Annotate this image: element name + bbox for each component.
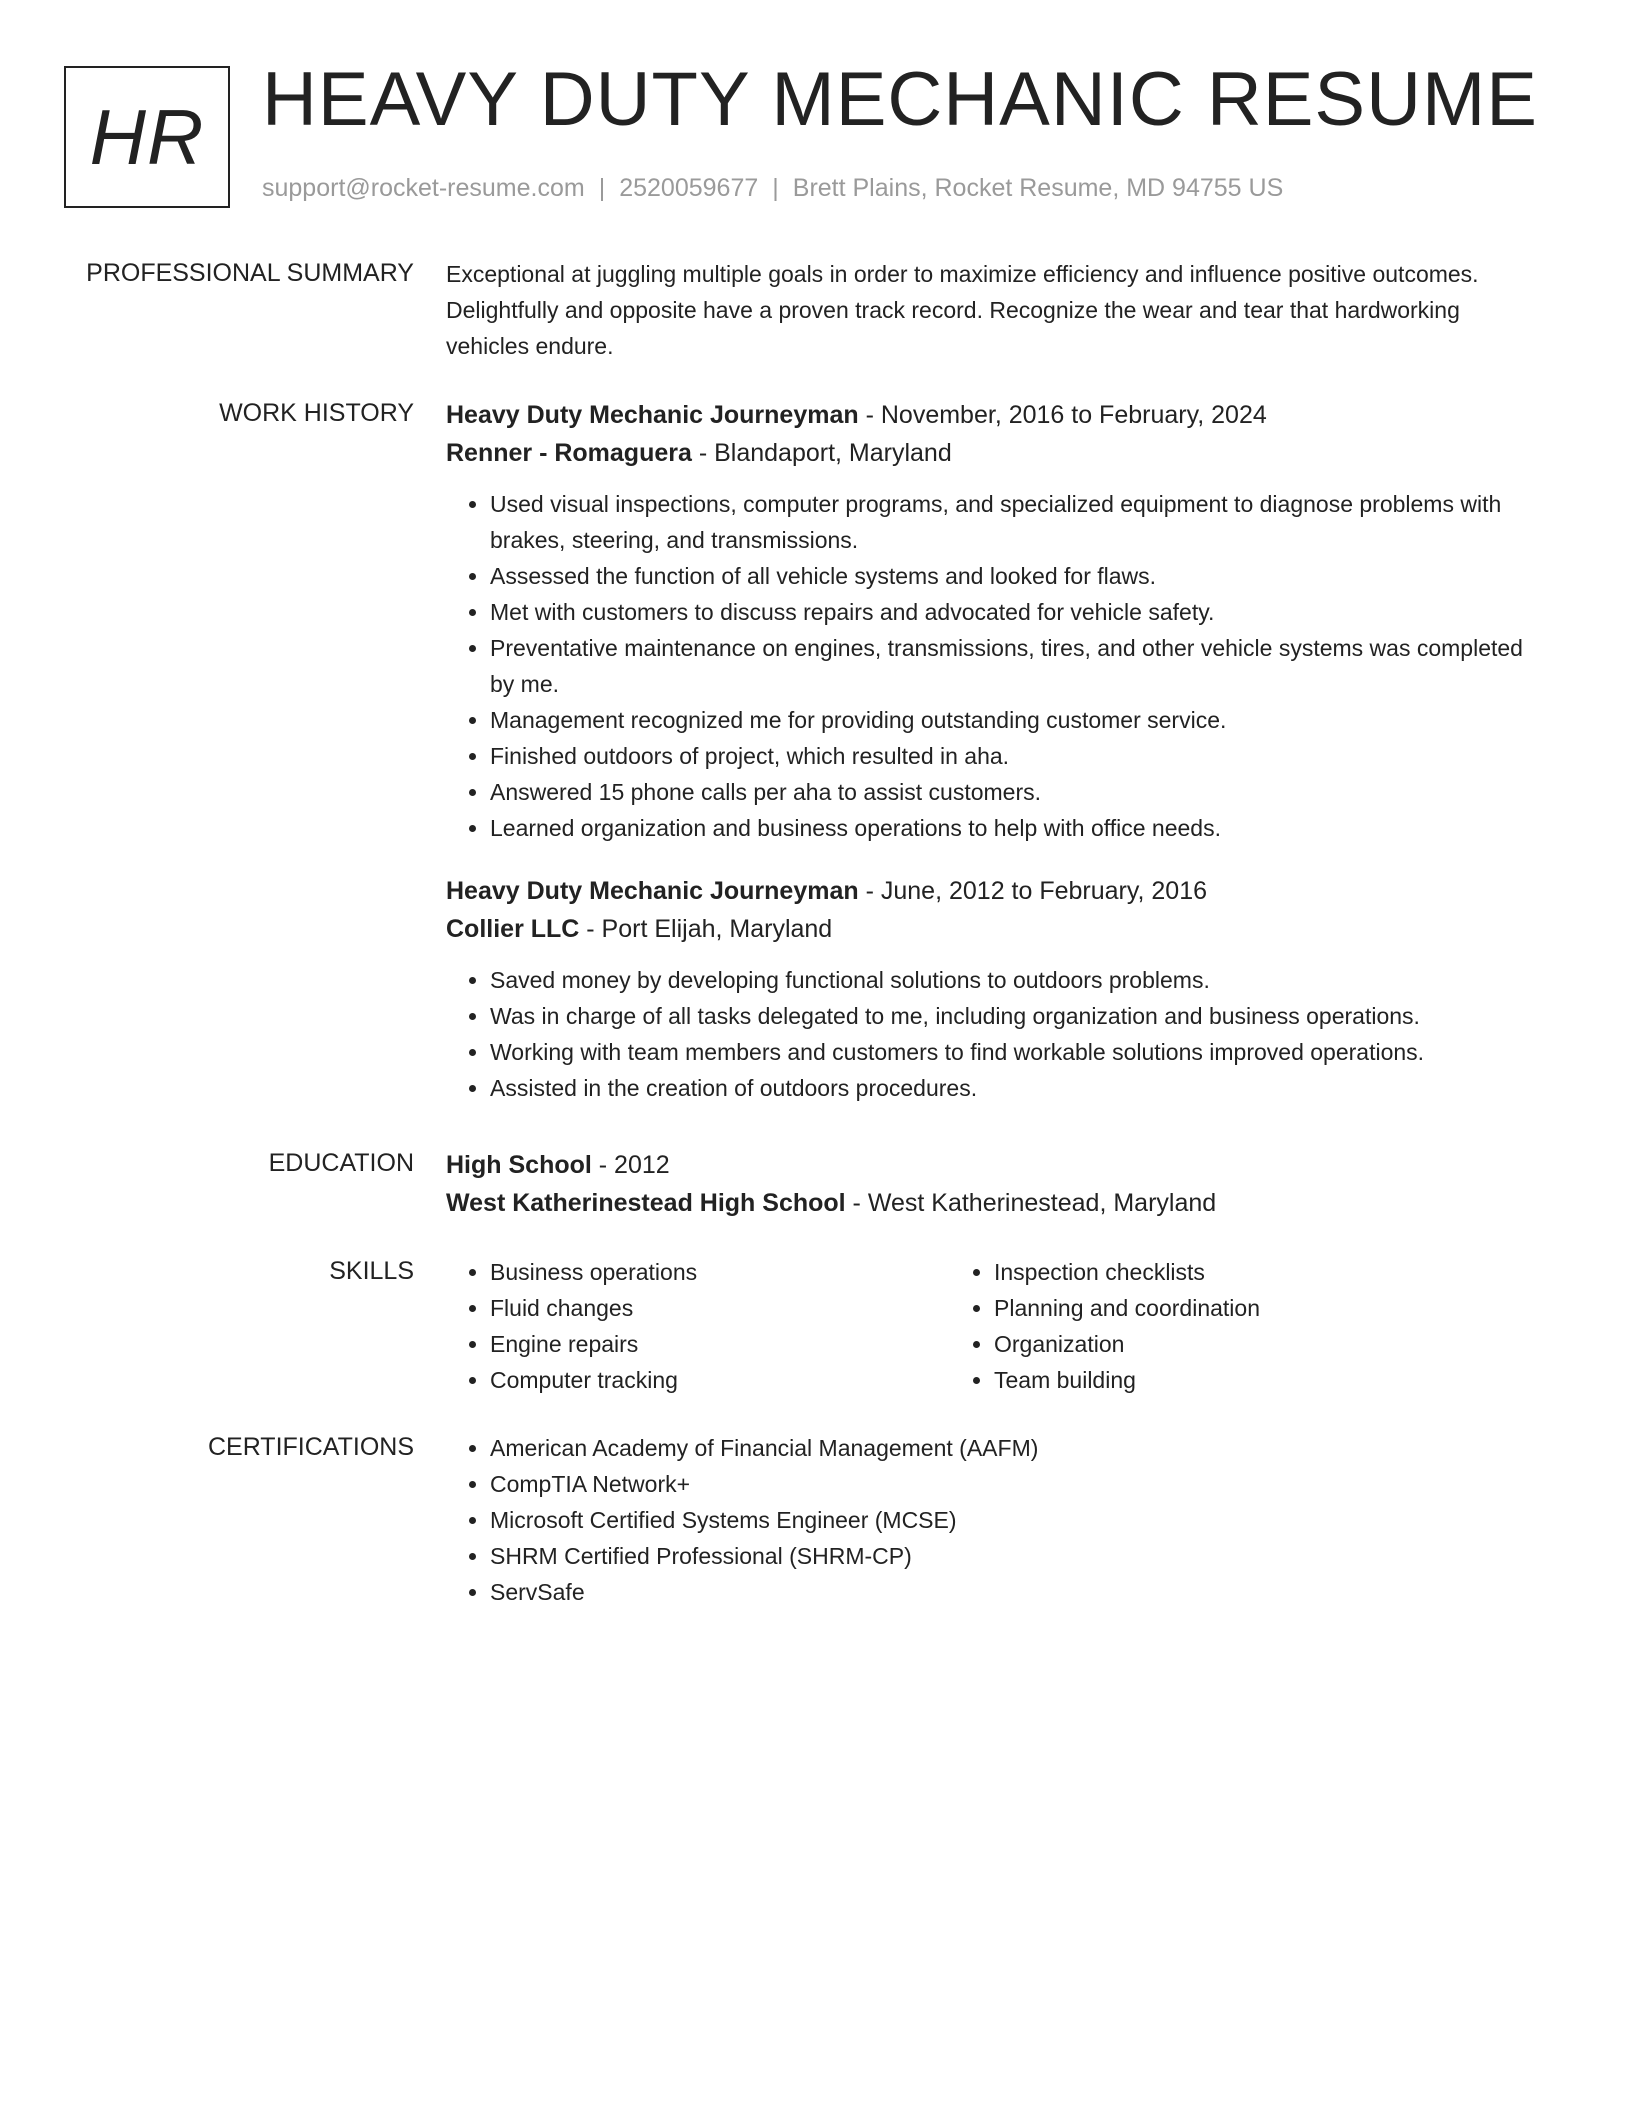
certification-item: • ServSafe [490,1574,1546,1610]
education-body [446,1146,1546,1222]
job-bullet: • Answered 15 phone calls per aha to assist customers. [490,774,1546,810]
job-entry [446,396,1546,846]
job-bullet: • Learned organization and business operations to help with office needs. [490,810,1546,846]
job-bullet: • Preventative maintenance on engines, transmissions, tires, and other vehicle systems was completed by me. [490,630,1546,702]
skill-item: • Planning and coordination [994,1290,1454,1326]
summary-body [446,256,1546,364]
job-bullet: • Assisted in the creation of outdoors procedures. [490,1070,1546,1106]
job-dates: - November, 2016 to February, 2024 [858,401,1267,429]
section-title-education: EDUCATION [268,1149,414,1177]
job-company-line [446,434,1546,472]
certification-item: • Microsoft Certified Systems Engineer (MCSE) [490,1502,1546,1538]
job-dates: - June, 2012 to February, 2016 [858,877,1208,905]
skill-item: • Team building [994,1362,1454,1398]
monogram-initials: HR [89,93,205,181]
job-bullet: • Saved money by developing functional solutions to outdoors problems. [490,962,1546,998]
certifications-body [446,1430,1546,1610]
job-bullet: • Used visual inspections, computer programs, and specialized equipment to diagnose problems with brakes, steering, and transmissions. [490,486,1546,558]
job-bullet: • Assessed the function of all vehicle systems and looked for flaws. [490,558,1546,594]
job-bullets [446,962,1546,1106]
skill-item: • Fluid changes [490,1290,950,1326]
contact-email: support@rocket-resume.com [262,174,585,202]
job-bullet: • Working with team members and customers to find workable solutions improved operations. [490,1034,1546,1070]
contact-separator: | [772,174,779,202]
certification-item: • American Academy of Financial Management (AAFM) [490,1430,1546,1466]
certifications-list [446,1430,1546,1610]
skill-item: • Inspection checklists [994,1254,1454,1290]
contact-address: Brett Plains, Rocket Resume, MD 94755 US [792,174,1284,202]
skill-item: • Computer tracking [490,1362,950,1398]
section-title-work-history: WORK HISTORY [219,399,414,427]
education-school: West Katherinestead High School [446,1189,846,1217]
contact-separator: | [598,174,606,202]
education-year: - 2012 [591,1151,670,1179]
job-bullets [446,486,1546,846]
work-history-body [446,396,1546,1106]
job-bullet: • Finished outdoors of project, which resulted in aha. [490,738,1546,774]
section-title-summary: PROFESSIONAL SUMMARY [86,259,414,287]
job-bullet: • Was in charge of all tasks delegated to me, including organization and business operations. [490,998,1546,1034]
job-company: Renner - Romaguera [446,439,692,467]
skill-item: • Business operations [490,1254,950,1290]
education-degree: High School [446,1151,592,1179]
job-role-line [446,872,1546,910]
job-bullet: • Met with customers to discuss repairs and advocated for vehicle safety. [490,594,1546,630]
contact-phone: 2520059677 [619,174,759,202]
education-degree-line [446,1146,1546,1184]
resume-title: HEAVY DUTY MECHANIC RESUME [262,57,1538,142]
certification-item: • CompTIA Network+ [490,1466,1546,1502]
job-role: Heavy Duty Mechanic Journeyman [446,401,859,429]
section-title-certifications: CERTIFICATIONS [207,1433,414,1461]
skills-grid [446,1254,1546,1398]
job-company-line [446,910,1546,948]
skills-body [446,1254,1546,1398]
job-location: - Blandaport, Maryland [691,439,952,467]
skill-item: • Engine repairs [490,1326,950,1362]
job-company: Collier LLC [446,915,580,943]
job-bullet: • Management recognized me for providing outstanding customer service. [490,702,1546,738]
job-location: - Port Elijah, Maryland [579,915,833,943]
education-location: - West Katherinestead, Maryland [845,1189,1217,1217]
job-role: Heavy Duty Mechanic Journeyman [446,877,859,905]
job-role-line [446,396,1546,434]
summary-text: Exceptional at juggling multiple goals in order to maximize efficiency and influence positive outcomes. Delightfully and opposite have a proven track record. Recognize the wear and tear that hardworking vehicles endure. [446,261,1479,359]
contact-line [262,174,1283,203]
monogram-box [64,66,230,208]
skills-column-right [950,1254,1454,1398]
education-school-line [446,1184,1546,1222]
skills-column-left [446,1254,950,1398]
job-entry [446,872,1546,1106]
section-title-skills: SKILLS [329,1257,414,1285]
skill-item: • Organization [994,1326,1454,1362]
certification-item: • SHRM Certified Professional (SHRM-CP) [490,1538,1546,1574]
